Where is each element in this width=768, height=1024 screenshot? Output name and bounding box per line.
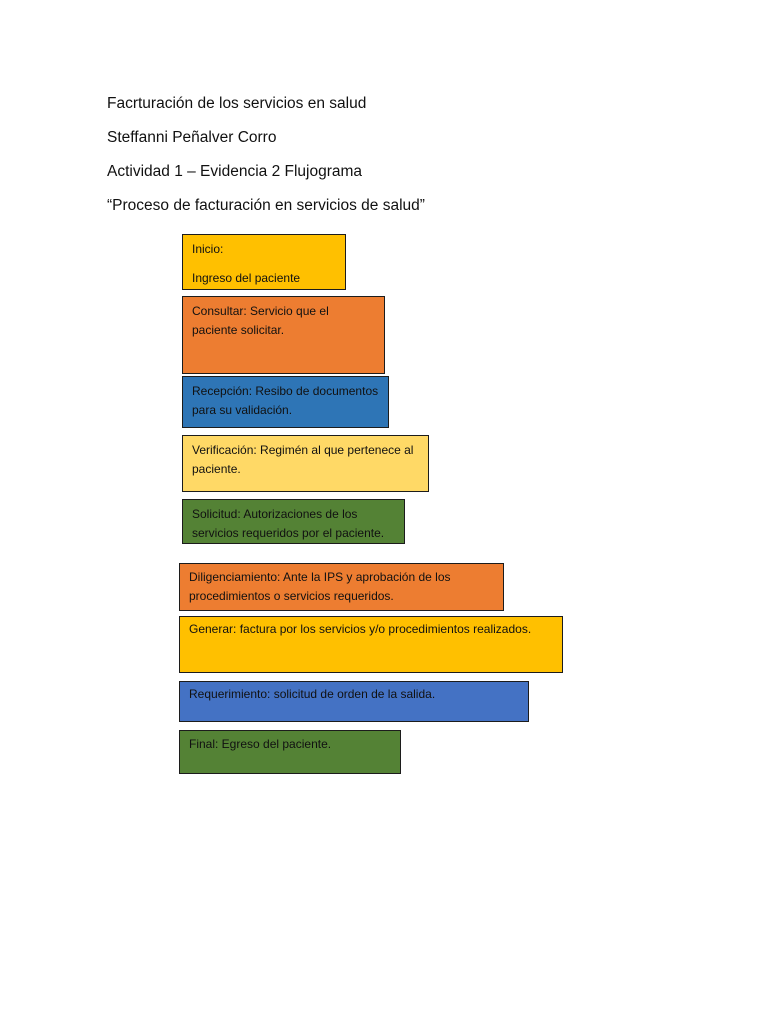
process-title: “Proceso de facturación en servicios de salud”: [107, 197, 425, 214]
flow-step-recepcion: [182, 376, 389, 428]
flow-step-verificacion: [182, 435, 429, 492]
flow-step-text: Requerimiento: solicitud de orden de la salida.: [189, 687, 436, 701]
flow-step-text: Recepción: Resibo de documentos para su validación.: [192, 384, 379, 417]
flow-step-label: Inicio:: [192, 242, 224, 256]
flow-step-generar: [179, 616, 563, 673]
flow-step-inicio: [182, 234, 346, 290]
flow-step-text: Consultar: Servicio que el paciente solicitar.: [192, 304, 329, 337]
flow-step-text: Ingreso del paciente: [192, 271, 301, 285]
activity-label: Actividad 1 – Evidencia 2 Flujograma: [107, 163, 363, 180]
flow-step-text: Final: Egreso del paciente.: [189, 737, 332, 751]
flow-step-solicitud: [182, 499, 405, 544]
document-title: Facrturación de los servicios en salud: [107, 95, 367, 112]
flow-step-diligenciamiento: [179, 563, 504, 611]
flow-step-text: Diligenciamiento: Ante la IPS y aprobación de los procedimientos o servicios requeridos.: [189, 570, 451, 603]
flow-step-requerimiento: [179, 681, 529, 722]
flow-step-text: Generar: factura por los servicios y/o procedimientos realizados.: [189, 622, 532, 636]
flow-step-text: Solicitud: Autorizaciones de los servicios requeridos por el paciente.: [192, 507, 385, 540]
author-name: Steffanni Peñalver Corro: [107, 129, 277, 146]
flow-step-final: [179, 730, 401, 774]
flow-step-text: Verificación: Regimén al que pertenece al paciente.: [192, 443, 414, 476]
flow-step-consultar: [182, 296, 385, 374]
